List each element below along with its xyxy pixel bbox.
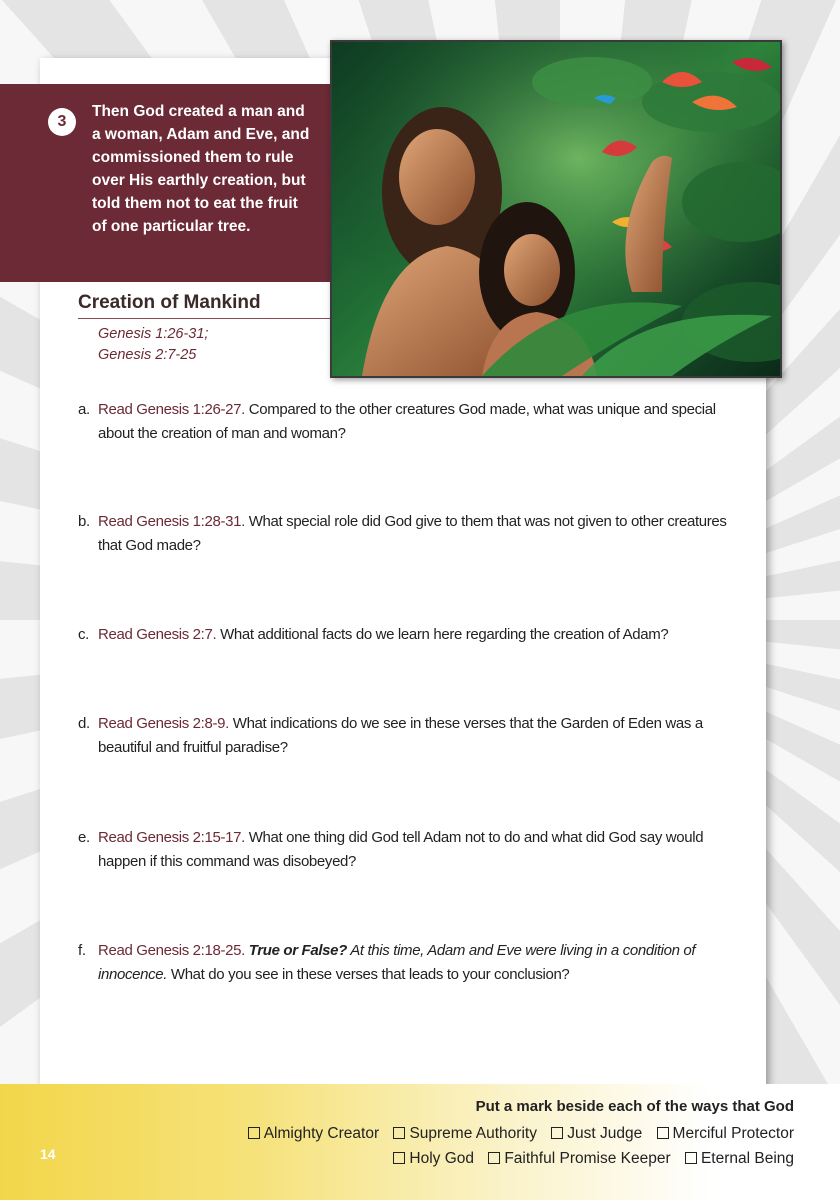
lesson-banner-text: Then God created a man and a woman, Adam and Eve, and commissioned them to rule over His earthly creation, but told them not to eat the fruit of one particular tree. — [92, 103, 310, 235]
question-text: What additional facts do we learn here regarding the creation of Adam? — [216, 626, 669, 643]
question-letter: d. — [78, 715, 90, 732]
question-text: What do you see in these verses that leads to your conclusion? — [167, 966, 570, 983]
question-a — [78, 398, 738, 446]
checkbox-label: Eternal Being — [700, 1150, 794, 1167]
check-merciful-protector[interactable] — [657, 1125, 794, 1143]
question-text: What special role did God give to them that was not given to other creatures that God made? — [98, 513, 727, 554]
checkbox[interactable] — [685, 1152, 697, 1164]
scripture-references — [98, 324, 208, 366]
checkbox[interactable] — [248, 1127, 260, 1139]
true-false-prompt: True or False? — [244, 942, 347, 959]
question-reference: Read Genesis 2:7. — [98, 626, 217, 643]
scripture-ref-2: Genesis 2:7-25 — [98, 347, 197, 363]
question-reference: Read Genesis 1:26-27. — [98, 401, 245, 418]
lesson-number-badge: 3 — [48, 108, 76, 136]
checkbox[interactable] — [488, 1152, 500, 1164]
checkbox-row-2 — [154, 1150, 794, 1168]
checkbox-label: Almighty Creator — [263, 1125, 380, 1142]
check-holy-god[interactable] — [393, 1150, 474, 1168]
question-body — [98, 510, 738, 558]
question-f — [78, 939, 738, 987]
adam-eve-illustration — [330, 40, 782, 378]
checkbox-row-1 — [154, 1125, 794, 1143]
question-body — [98, 398, 738, 446]
question-body — [98, 939, 738, 987]
checkbox-label: Holy God — [409, 1150, 475, 1167]
question-letter: a. — [78, 401, 90, 418]
question-reference: Read Genesis 2:18-25. — [98, 942, 245, 959]
checkbox[interactable] — [393, 1127, 405, 1139]
check-almighty-creator[interactable] — [248, 1125, 379, 1143]
question-letter: f. — [78, 942, 86, 959]
page-number: 14 — [40, 1146, 56, 1162]
question-letter: b. — [78, 513, 90, 530]
question-text: What indications do we see in these verses that the Garden of Eden was a beautiful and fruitful paradise? — [98, 715, 703, 756]
checkbox-label: Just Judge — [567, 1125, 643, 1142]
check-just-judge[interactable] — [551, 1125, 642, 1143]
garden-scene-image — [332, 42, 780, 376]
check-eternal-being[interactable] — [685, 1150, 794, 1168]
checkbox[interactable] — [551, 1127, 563, 1139]
question-text: What one thing did God tell Adam not to do and what did God say would happen if this command was disobeyed? — [98, 829, 704, 870]
checkbox[interactable] — [393, 1152, 405, 1164]
question-c — [78, 623, 738, 647]
question-b — [78, 510, 738, 558]
checkbox-label: Supreme Authority — [409, 1125, 537, 1142]
question-reference: Read Genesis 1:28-31. — [98, 513, 245, 530]
question-body — [98, 826, 738, 874]
question-reference: Read Genesis 2:15-17. — [98, 829, 245, 846]
question-body — [98, 712, 738, 760]
checkbox-label: Faithful Promise Keeper — [504, 1150, 671, 1167]
footer-instruction: Put a mark beside each of the ways that God — [475, 1098, 794, 1115]
check-supreme-authority[interactable] — [393, 1125, 537, 1143]
question-letter: e. — [78, 829, 90, 846]
statement-text: At this time, Adam and Eve were living in a condition of innocence. — [98, 942, 696, 983]
checkbox-label: Merciful Protector — [672, 1125, 794, 1142]
check-faithful-promise-keeper[interactable] — [488, 1150, 670, 1168]
scripture-ref-1: Genesis 1:26-31; — [98, 326, 209, 342]
question-d — [78, 712, 738, 760]
checkbox[interactable] — [657, 1127, 669, 1139]
question-letter: c. — [78, 626, 89, 643]
question-reference: Read Genesis 2:8-9. — [98, 715, 229, 732]
section-title: Creation of Mankind — [78, 292, 330, 319]
question-e — [78, 826, 738, 874]
question-text: Compared to the other creatures God made, what was unique and special about the creation of man and woman? — [98, 401, 716, 442]
question-body — [98, 623, 738, 647]
